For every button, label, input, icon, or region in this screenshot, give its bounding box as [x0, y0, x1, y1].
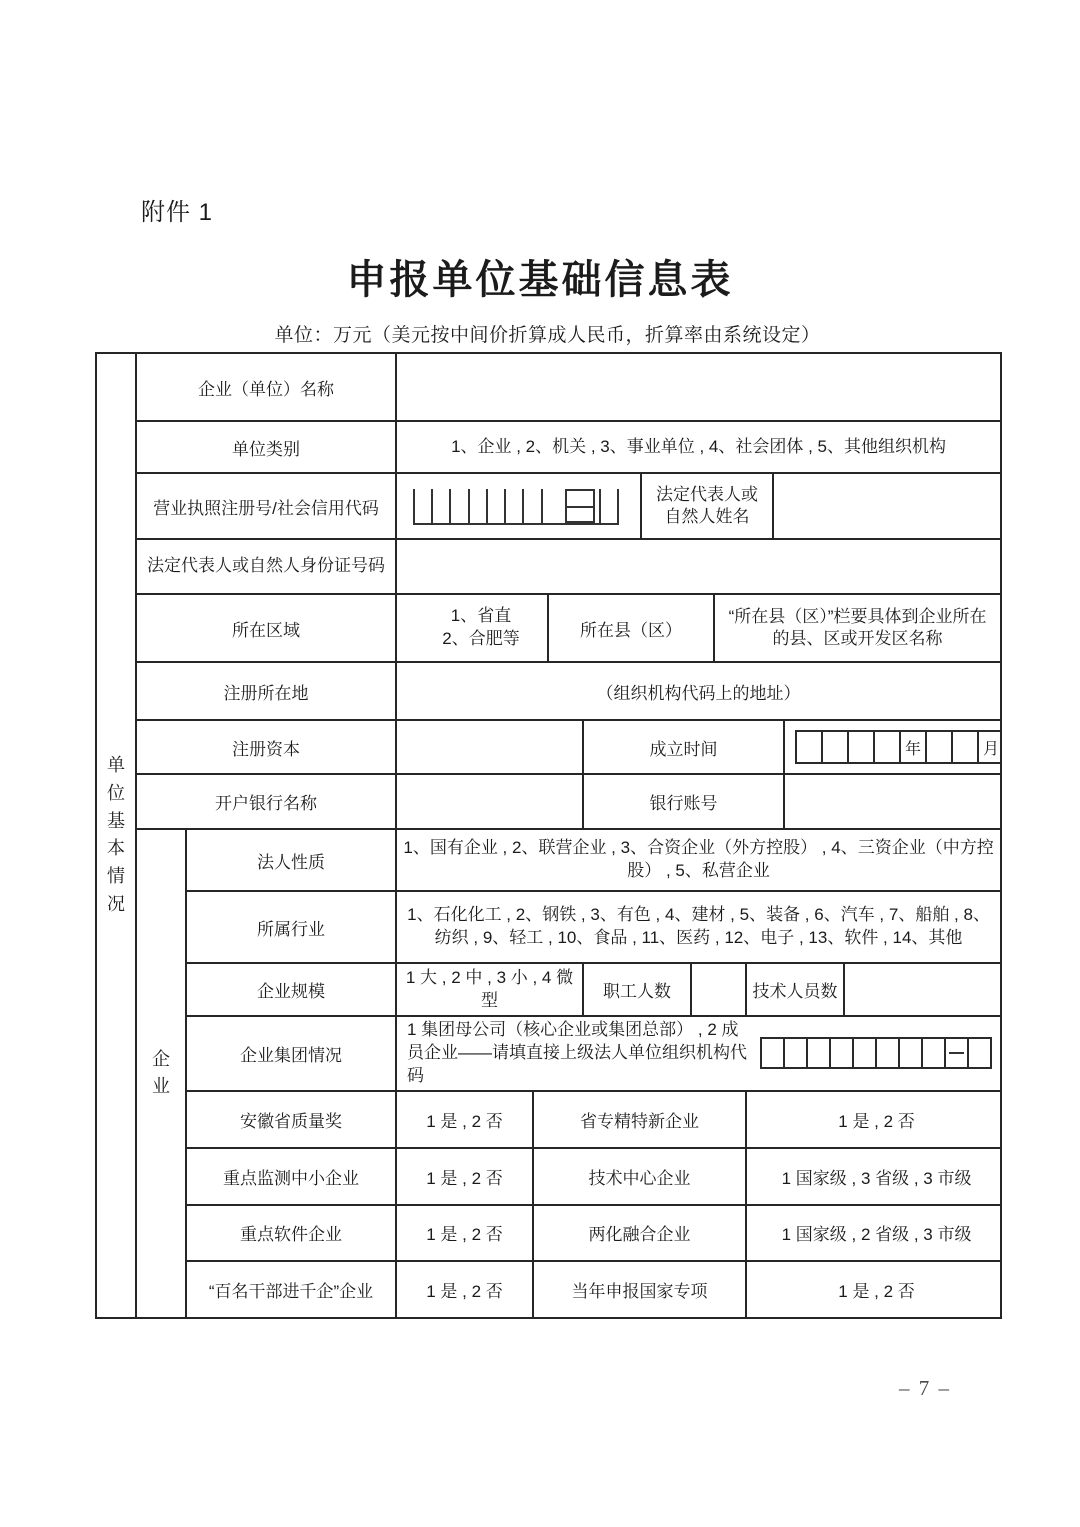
unit-note: 单位：万元（美元按中间价折算成人民币，折算率由系统设定）: [274, 325, 821, 346]
national-project-label: 当年申报国家专项: [533, 1261, 746, 1318]
company-name-field: [396, 353, 1001, 421]
org-code-dash-box: [944, 1037, 969, 1069]
established-date-boxes: [795, 730, 999, 764]
region-option-1: 1、省直: [450, 606, 512, 626]
group-status-options: 1 集团母公司（核心企业或集团总部） , 2 成员企业——请填直接上级法人单位组织机构代码: [407, 1020, 747, 1085]
specialized-enterprise-label: 省专精特新企业: [533, 1091, 746, 1148]
tech-center-label: 技术中心企业: [533, 1148, 746, 1205]
industry-label: 所属行业: [186, 891, 396, 963]
license-code-field: [396, 473, 641, 539]
table-row: [96, 1205, 1001, 1261]
table-row: [96, 720, 1001, 774]
county-label: 所在县（区）: [548, 594, 714, 662]
industry-options: 1、石化化工 , 2、钢铁 , 3、有色 , 4、建材 , 5、装备 , 6、汽车 , 7、船舶 , 8、纺织 , 9、轻工 , 10、食品 , 11、医药 , 12、电子 , 13、软件 , 14、其他: [396, 891, 1001, 963]
unit-category-options: 1、企业 , 2、机关 , 3、事业单位 , 4、社会团体 , 5、其他组织机构: [396, 421, 1001, 473]
tech-center-value: 1 国家级 , 3 省级 , 3 市级: [746, 1148, 1001, 1205]
legal-nature-options: 1、国有企业 , 2、联营企业 , 3、合资企业（外方控股） , 4、三资企业（中方控股） , 5、私营企业: [396, 829, 1001, 891]
integration-enterprise-label: 两化融合企业: [533, 1205, 746, 1261]
monitored-sme-label: 重点监测中小企业: [186, 1148, 396, 1205]
national-project-value: 1 是 , 2 否: [746, 1261, 1001, 1318]
bank-account-field: [784, 774, 1001, 829]
specialized-enterprise-value: 1 是 , 2 否: [746, 1091, 1001, 1148]
attachment-label: 附件 1: [141, 199, 214, 226]
established-date-label: 成立时间: [583, 720, 784, 774]
unit-category-label: 单位类别: [136, 421, 396, 473]
check-digit-box: [565, 489, 595, 523]
section-label-cell: [96, 353, 136, 1318]
staff-count-label: 职工人数: [583, 963, 691, 1016]
bank-name-label: 开户银行名称: [136, 774, 396, 829]
key-software-value: 1 是 , 2 否: [396, 1205, 533, 1261]
company-name-label: 企业（单位）名称: [136, 353, 396, 421]
license-code-boxes: [413, 489, 619, 525]
enterprise-section-cell: [136, 829, 186, 1318]
region-options: [396, 594, 548, 662]
county-note: “所在县（区）”栏要具体到企业所在的县、区或开发区名称: [714, 594, 1001, 662]
table-row: [96, 1148, 1001, 1205]
quality-award-value: 1 是 , 2 否: [396, 1091, 533, 1148]
group-status-cell: [396, 1016, 1001, 1091]
table-row: [96, 594, 1001, 662]
region-label: 所在区域: [136, 594, 396, 662]
page-title: 申报单位基础信息表: [346, 257, 734, 302]
table-row: [96, 1091, 1001, 1148]
tech-staff-field: [844, 963, 1001, 1016]
hundred-cadres-value: 1 是 , 2 否: [396, 1261, 533, 1318]
registered-capital-label: 注册资本: [136, 720, 396, 774]
integration-enterprise-value: 1 国家级 , 2 省级 , 3 市级: [746, 1205, 1001, 1261]
legal-rep-name-label: 法定代表人或自然人姓名: [641, 473, 773, 539]
registered-address-label: 注册所在地: [136, 662, 396, 720]
quality-award-label: 安徽省质量奖: [186, 1091, 396, 1148]
key-software-label: 重点软件企业: [186, 1205, 396, 1261]
bank-account-label: 银行账号: [583, 774, 784, 829]
year-char-box: 年: [899, 730, 927, 764]
table-row: [96, 473, 1001, 539]
scale-options: 1 大 , 2 中 , 3 小 , 4 微型: [396, 963, 583, 1016]
group-org-code-boxes: [760, 1037, 992, 1069]
month-char-box: 月: [977, 730, 1001, 764]
table-row: [96, 1016, 1001, 1091]
basic-info-form-table: [95, 352, 1002, 1319]
license-number-label: 营业执照注册号/社会信用代码: [136, 473, 396, 539]
staff-count-field: [691, 963, 746, 1016]
legal-nature-label: 法人性质: [186, 829, 396, 891]
enterprise-section-label: 企业: [151, 1048, 170, 1097]
monitored-sme-value: 1 是 , 2 否: [396, 1148, 533, 1205]
table-row: [96, 963, 1001, 1016]
table-row: [96, 1261, 1001, 1318]
table-row: [96, 662, 1001, 720]
table-row: [96, 421, 1001, 473]
group-status-label: 企业集团情况: [186, 1016, 396, 1091]
table-row: [96, 774, 1001, 829]
id-number-label: 法定代表人或自然人身份证号码: [136, 539, 396, 594]
bank-name-field: [396, 774, 583, 829]
table-row: [96, 353, 1001, 421]
registered-capital-field: [396, 720, 583, 774]
legal-rep-name-field: [773, 473, 1001, 539]
scale-label: 企业规模: [186, 963, 396, 1016]
section-label: 单位基本情况: [106, 754, 125, 915]
established-date-field: [784, 720, 1001, 774]
page-number: – 7 –: [899, 1376, 951, 1400]
region-option-2: 2、合肥等: [442, 629, 520, 648]
table-row: [96, 539, 1001, 594]
table-row: [96, 829, 1001, 891]
hundred-cadres-label: “百名干部进千企”企业: [186, 1261, 396, 1318]
id-number-field: [396, 539, 1001, 594]
tech-staff-label: 技术人员数: [746, 963, 844, 1016]
registered-address-hint: （组织机构代码上的地址）: [396, 662, 1001, 720]
table-row: [96, 891, 1001, 963]
